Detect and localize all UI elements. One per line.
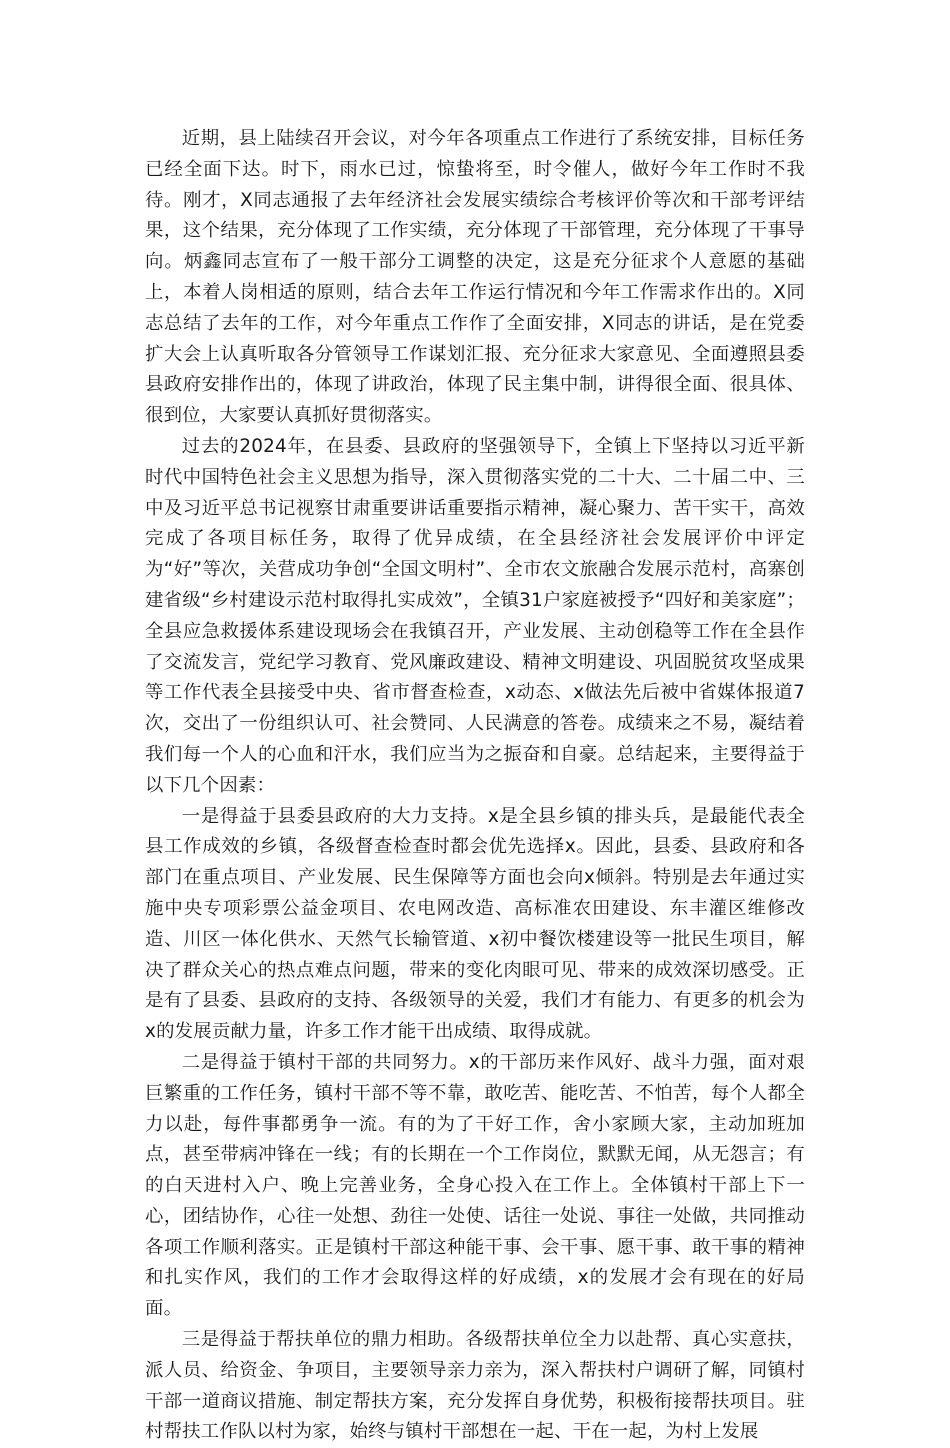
- paragraph-opening: 近期，县上陆续召开会议，对今年各项重点工作进行了系统安排，目标任务已经全面下达。时下，雨水已过，惊蛰将至，时令催人，做好今年工作时不我待。刚才，X同志通报了去年经济社会发展实绩综合考核评价等次和干部考评结果，这个结果，充分体现了工作实绩，充分体现了干部管理，充分体现了干事导向。炳鑫同志宣布了一般干部分工调整的决定，这是充分征求个人意愿的基础上，本着人岗相适的原则，结合去年工作运行情况和今年工作需求作出的。X同志总结了去年的工作，对今年重点工作作了全面安排，X同志的讲话，是在党委扩大会上认真听取各分管领导工作谋划汇报、充分征求大家意见、全面遵照县委县政府安排作出的，体现了讲政治，体现了民主集中制，讲得很全面、很具体、很到位，大家要认真抓好贯彻落实。: [145, 128, 805, 427]
- paragraph-factor-three: 三是得益于帮扶单位的鼎力相助。各级帮扶单位全力以赴帮、真心实意扶，派人员、给资金、争项目，主要领导亲力亲为，深入帮扶村户调研了解，同镇村干部一道商议措施、制定帮扶方案，充分发挥自身优势，积极衔接帮扶项目。驻村帮扶工作队以村为家，始终与镇村干部想在一起、干在一起，为村上发展: [145, 1329, 805, 1443]
- paragraph-factor-two: 二是得益于镇村干部的共同努力。x的干部历来作风好、战斗力强，面对艰巨繁重的工作任务，镇村干部不等不靠，敢吃苦、能吃苦、不怕苦，每个人都全力以赴，每件事都勇争一流。有的为了干好工作，舍小家顾大家，主动加班加点，甚至带病冲锋在一线；有的长期在一个工作岗位，默默无闻，从无怨言；有的白天进村入户、晚上完善业务，全身心投入在工作上。全体镇村干部上下一心，团结协作，心往一处想、劲往一处使、话往一处说、事往一处做，共同推动各项工作顺利落实。正是镇村干部这种能干事、会干事、愿干事、敢干事的精神和扎实作风，我们的工作才会取得这样的好成绩，x的发展才会有现在的好局面。: [145, 1051, 805, 1320]
- paragraph-factor-one: 一是得益于县委县政府的大力支持。x是全县乡镇的排头兵，是最能代表全县工作成效的乡镇，各级督查检查时都会优先选择x。因此，县委、县政府和各部门在重点项目、产业发展、民生保障等方面也会向x倾斜。特别是去年通过实施中央专项彩票公益金项目、农电网改造、高标准农田建设、东丰灌区维修改造、川区一体化供水、天然气长输管道、x初中餐饮楼建设等一批民生项目，解决了群众关心的热点难点问题，带来的变化肉眼可见、带来的成效深切感受。正是有了县委、县政府的支持、各级领导的关爱，我们才有能力、有更多的机会为x的发展贡献力量，许多工作才能干出成绩、取得成就。: [145, 805, 805, 1043]
- document-body: [145, 124, 805, 1448]
- paragraph-review-2024: 过去的2024年，在县委、县政府的坚强领导下，全镇上下坚持以习近平新时代中国特色社会主义思想为指导，深入贯彻落实党的二十大、二十届二中、三中及习近平总书记视察甘肃重要讲话重要指示精神，凝心聚力、苦干实干，高效完成了各项目标任务，取得了优异成绩，在全县经济社会发展评价中评定为“好”等次，关营成功争创“全国文明村”、全市农文旅融合发展示范村，高寨创建省级“乡村建设示范村取得扎实成效”，全镇31户家庭被授予“四好和美家庭”；全县应急救援体系建设现场会在我镇召开，产业发展、主动创稳等工作在全县作了交流发言，党纪学习教育、党风廉政建设、精神文明建设、巩固脱贫攻坚成果等工作代表全县接受中央、省市督查检查，x动态、x做法先后被中省媒体报道7次，交出了一份组织认可、社会赞同、人民满意的答卷。成绩来之不易，凝结着我们每一个人的心血和汗水，我们应当为之振奋和自豪。总结起来，主要得益于以下几个因素：: [145, 435, 805, 796]
